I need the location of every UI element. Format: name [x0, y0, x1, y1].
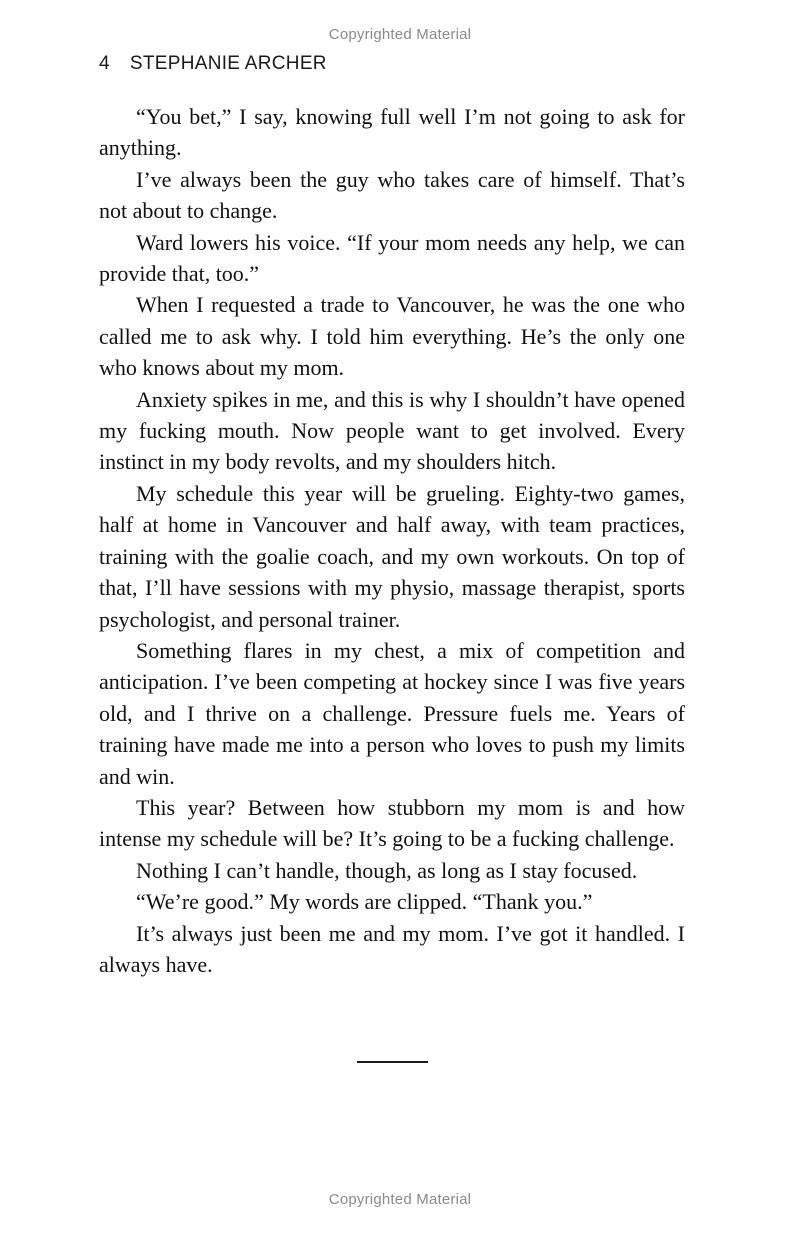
paragraph: Something flares in my chest, a mix of competition and anticipation. I’ve been competing at hockey since I was five years old, and I thrive on a challenge. Pressure fuels me. Years of training have made me into a person who loves to push my limits and win.: [99, 637, 685, 789]
paragraph: “You bet,” I say, knowing full well I’m not going to ask for anything.: [99, 104, 685, 161]
running-head: [99, 53, 327, 75]
paragraph: This year? Between how stubborn my mom is and how intense my schedule will be? It’s going to be a fucking challenge.: [99, 794, 685, 852]
copyright-watermark-bottom: Copyrighted Material: [328, 1191, 472, 1208]
body-text: [99, 101, 685, 980]
paragraph: My schedule this year will be grueling. Eighty-two games, half at home in Vancouver and half away, with team practices, training with the goalie coach, and my own workouts. On top of that, I’ll have sessions with my physio, massage therapist, sports psychologist, and personal trainer.: [99, 480, 685, 632]
paragraph: Ward lowers his voice. “If your mom needs any help, we can provide that, too.”: [99, 229, 685, 287]
paragraph: “We’re good.” My words are clipped. “Thank you.”: [136, 889, 593, 915]
copyright-watermark-top: Copyrighted Material: [328, 26, 472, 43]
paragraph: It’s always just been me and my mom. I’ve got it handled. I always have.: [99, 920, 685, 977]
paragraph: Anxiety spikes in me, and this is why I shouldn’t have opened my fucking mouth. Now people want to get involved. Every instinct in my body revolts, and my shoulders hitch.: [99, 386, 685, 475]
paragraph: When I requested a trade to Vancouver, he was the one who called me to ask why. I told him everything. He’s the only one who knows about my mom.: [99, 292, 685, 381]
author-name: STEPHANIE ARCHER: [129, 53, 327, 74]
paragraph: Nothing I can’t handle, though, as long as I stay focused.: [136, 857, 638, 883]
page-number: 4: [99, 53, 110, 74]
section-break-rule: [357, 1061, 428, 1063]
paragraph: I’ve always been the guy who takes care of himself. That’s not about to change.: [99, 166, 685, 224]
